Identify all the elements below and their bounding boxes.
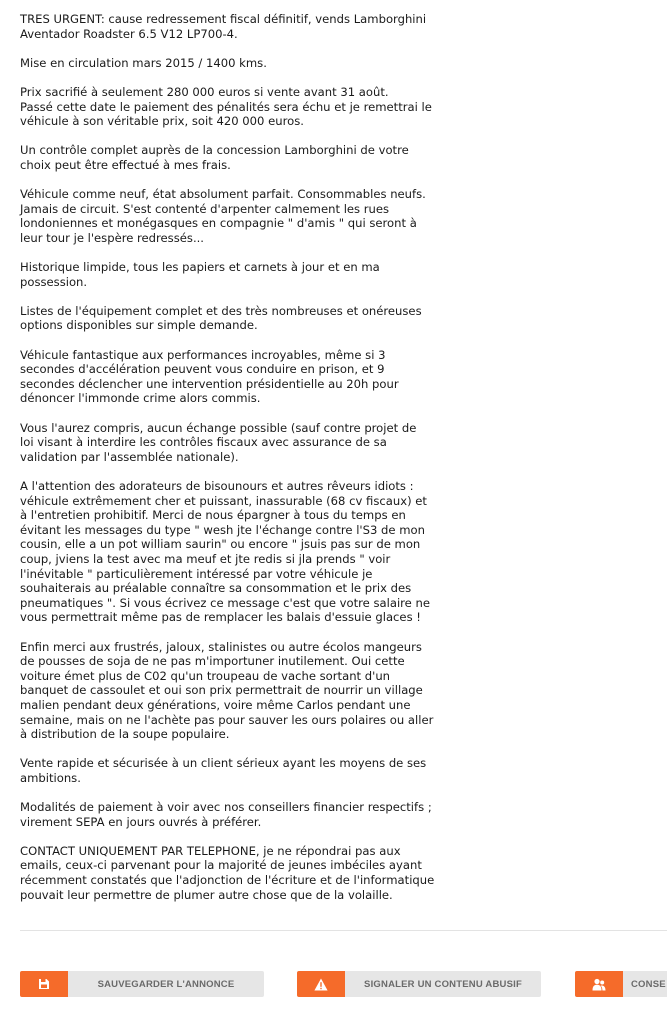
- ad-text-line: TRES URGENT: cause redressement fiscal définitif, vends Lamborghini: [20, 12, 427, 26]
- ad-paragraph: [20, 844, 460, 902]
- advisor-icon: [575, 971, 623, 997]
- ad-text-line: coup, jviens la test avec ma meuf et jte redis si jla prends " voir: [20, 551, 391, 566]
- ad-text-line: Listes de l'équipement complet et des très nombreuses et onéreuses: [20, 303, 422, 318]
- ad-text-line: virement SEPA en jours ouvrés à préférer.: [20, 814, 262, 829]
- ad-paragraph: [20, 12, 460, 41]
- ad-paragraph: [20, 56, 460, 71]
- ad-text-line: Enfin merci aux frustrés, jaloux, stalinistes ou autre écolos mangeurs: [20, 639, 422, 654]
- ad-paragraph: [20, 640, 460, 742]
- ad-text-line: malien pendant deux générations, voire même Carlos pendant une: [20, 697, 411, 712]
- report-abuse-button[interactable]: [297, 971, 541, 997]
- ad-text-line: londoniennes et monégasques en compagnie " d'amis " qui seront à: [20, 216, 417, 231]
- ad-text-line: validation par l'assemblée nationale).: [20, 449, 239, 464]
- ad-text-line: Jamais de circuit. S'est contenté d'arpenter calmement les rues: [20, 201, 390, 216]
- advice-button[interactable]: [575, 971, 667, 997]
- ad-text-line: Passé cette date le paiement des pénalités sera échu et je remettrai le: [20, 99, 432, 114]
- ad-text-line: options disponibles sur simple demande.: [20, 318, 258, 333]
- ad-text-line: récemment constatés que l'adjonction de l'écriture et de l'informatique: [20, 873, 435, 888]
- ad-text-line: pneumatiques ". Si vous écrivez ce message c'est que votre salaire ne: [20, 595, 430, 610]
- ad-text-line: cousin, elle a un pot william saurin" ou encore " jsuis pas sur de mon: [20, 537, 421, 552]
- ad-text-line: CONTACT UNIQUEMENT PAR TELEPHONE, je ne répondrai pas aux: [20, 843, 401, 858]
- ad-text-line: évitant les messages du type " wesh jte l'échange contre l'S3 de mon: [20, 522, 425, 537]
- ad-description: [20, 12, 460, 917]
- ad-text-line: véhicule à son véritable prix, soit 420 000 euros.: [20, 114, 304, 129]
- ad-text-line: l'inévitable " particulièrement intéressé par votre véhicule je: [20, 566, 373, 581]
- ad-text-line: ambitions.: [20, 770, 81, 785]
- ad-text-line: A l'attention des adorateurs de bisounours et autres rêveurs idiots :: [20, 479, 414, 493]
- report-abuse-label: SIGNALER UN CONTENU ABUSIF: [345, 971, 541, 997]
- ad-paragraph: [20, 85, 460, 129]
- ad-text-line: Un contrôle complet auprès de la concession Lamborghini de votre: [20, 143, 409, 158]
- ad-text-line: Historique limpide, tous les papiers et carnets à jour et en ma: [20, 260, 380, 275]
- ad-paragraph: [20, 348, 460, 406]
- ad-text-line: Vous l'aurez compris, aucun échange possible (sauf contre projet de: [20, 420, 417, 435]
- ad-text-line: pouvait leur permettre de plumer autre chose que de la volaille.: [20, 887, 393, 902]
- ad-paragraph: [20, 187, 460, 245]
- ad-paragraph: [20, 260, 460, 289]
- ad-text-line: à distribution de la soupe populaire.: [20, 727, 230, 742]
- ad-text-line: Aventador Roadster 6.5 V12 LP700-4.: [20, 26, 238, 41]
- ad-text-line: vous permettrait même pas de remplacer les balais d'essuie glaces !: [20, 610, 421, 625]
- ad-text-line: secondes déclencher une intervention présidentielle au 20h pour: [20, 376, 399, 391]
- ad-text-line: semaine, mais on ne l'achète pas pour sauver les ours polaires ou aller: [20, 712, 434, 727]
- ad-paragraph: [20, 800, 460, 829]
- ad-text-line: à l'entretien prohibitif. Merci de nous épargner à tous du temps en: [20, 508, 406, 523]
- ad-paragraph: [20, 479, 460, 625]
- ad-paragraph: [20, 143, 460, 172]
- ad-text-line: véhicule extrêmement cher et puissant, inassurable (68 cv fiscaux) et: [20, 493, 427, 508]
- ad-text-line: Mise en circulation mars 2015 / 1400 kms.: [20, 55, 267, 70]
- ad-text-line: voiture émet plus de C02 qu'un troupeau de vache sortant d'un: [20, 668, 391, 683]
- save-icon: [20, 971, 68, 997]
- ad-text-line: Modalités de paiement à voir avec nos conseillers financier respectifs ;: [20, 800, 432, 815]
- ad-text-line: emails, ceux-ci parvenant pour la majorité de jeunes imbéciles ayant: [20, 858, 422, 873]
- divider: [20, 930, 667, 931]
- ad-text-line: souhaiterais au préalable connaître sa consommation et le prix des: [20, 581, 412, 596]
- warning-icon: [297, 971, 345, 997]
- advice-label: CONSE: [623, 971, 667, 997]
- ad-text-line: secondes d'accélération peuvent vous conduire en prison, et 9: [20, 362, 385, 377]
- ad-paragraph: [20, 304, 460, 333]
- ad-text-line: Véhicule fantastique aux performances incroyables, même si 3: [20, 347, 386, 362]
- save-ad-label: SAUVEGARDER L'ANNONCE: [68, 971, 264, 997]
- ad-paragraph: [20, 421, 460, 465]
- ad-text-line: de pousses de soja de ne pas m'importuner inutilement. Oui cette: [20, 654, 405, 669]
- ad-text-line: Vente rapide et sécurisée à un client sérieux ayant les moyens de ses: [20, 756, 427, 771]
- ad-text-line: Véhicule comme neuf, état absolument parfait. Consommables neufs.: [20, 187, 426, 202]
- ad-text-line: loi visant à interdire les contrôles fiscaux avec assurance de sa: [20, 435, 387, 450]
- ad-text-line: leur tour je l'espère redressés...: [20, 230, 204, 245]
- ad-text-line: choix peut être effectué à mes frais.: [20, 157, 231, 172]
- ad-text-line: possession.: [20, 274, 88, 289]
- ad-text-line: banquet de cassoulet et oui son prix permettrait de nourrir un village: [20, 683, 423, 698]
- ad-paragraph: [20, 756, 460, 785]
- ad-text-line: Prix sacrifié à seulement 280 000 euros si vente avant 31 août.: [20, 84, 389, 99]
- save-ad-button[interactable]: [20, 971, 264, 997]
- ad-actions-bar: [20, 971, 667, 997]
- ad-text-line: dénoncer l'immonde crime alors commis.: [20, 391, 261, 406]
